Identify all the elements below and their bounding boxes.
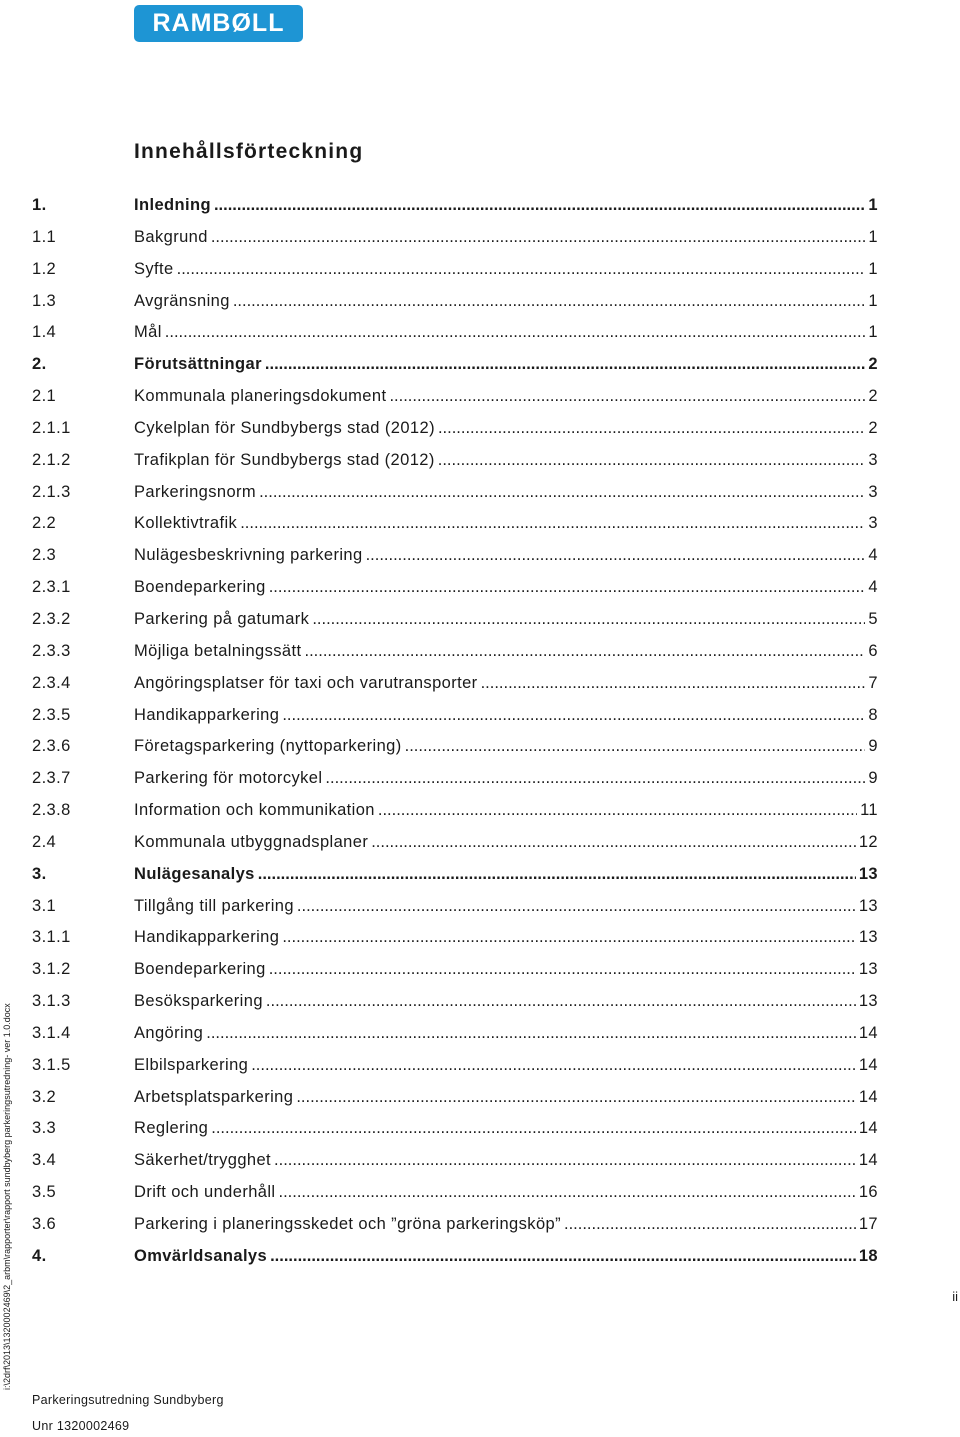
toc-entry[interactable] — [32, 323, 878, 355]
toc-entry-title: Trafikplan för Sundbybergs stad (2012) — [134, 450, 435, 469]
toc-entry-title: Förutsättningar — [134, 355, 262, 374]
toc-entry-title: Reglering — [134, 1119, 209, 1138]
toc-entry[interactable] — [32, 1215, 878, 1247]
footer-report-title: Parkeringsutredning Sundbyberg — [32, 1393, 224, 1407]
toc-entry-number: 3.5 — [32, 1183, 57, 1202]
toc-dot-leader — [211, 228, 866, 247]
logo-text: RAMBØLL — [152, 9, 285, 37]
toc-entry-number: 1.2 — [32, 259, 57, 278]
toc-entry[interactable] — [32, 483, 878, 515]
toc-entry[interactable] — [32, 546, 878, 578]
toc-entry-title: Tillgång till parkering — [134, 896, 294, 915]
toc-entry-title: Kollektivtrafik — [134, 514, 238, 533]
toc-entry[interactable] — [32, 992, 878, 1024]
footer-unr: Unr 1320002469 — [32, 1419, 130, 1433]
toc-entry[interactable] — [32, 260, 878, 292]
toc-dot-leader — [312, 610, 865, 629]
toc-entry-number: 3.1.1 — [32, 928, 71, 947]
toc-entry-title: Parkering på gatumark — [134, 609, 310, 628]
toc-dot-leader — [282, 706, 865, 725]
toc-entry[interactable] — [32, 769, 878, 801]
toc-entry[interactable] — [32, 674, 878, 706]
toc-entry-title: Omvärldsanalys — [134, 1246, 268, 1265]
toc-entry-number: 2.3.1 — [32, 578, 71, 597]
toc-entry[interactable] — [32, 292, 878, 324]
toc-entry[interactable] — [32, 1056, 878, 1088]
toc-dot-leader — [270, 1247, 856, 1266]
toc-entry[interactable] — [32, 419, 878, 451]
toc-entry-title: Handikapparkering — [134, 705, 280, 724]
toc-entry-page: 1 — [868, 227, 878, 246]
toc-entry-page: 17 — [858, 1215, 878, 1233]
toc-dot-leader — [258, 865, 856, 884]
toc-entry-page: 7 — [868, 673, 878, 692]
toc-entry[interactable] — [32, 610, 878, 642]
toc-entry-page: 13 — [858, 896, 878, 915]
toc-entry-number: 1. — [32, 196, 47, 214]
toc-dot-leader — [438, 451, 866, 470]
toc-dot-leader — [282, 928, 856, 947]
toc-entry-page: 1 — [868, 196, 878, 214]
toc-title: Innehållsförteckning — [134, 140, 364, 163]
toc-entry-page: 11 — [860, 801, 878, 820]
toc-entry-page: 1 — [868, 323, 878, 342]
toc-entry-number: 2.3.8 — [32, 801, 71, 820]
toc-entry-page: 8 — [868, 705, 878, 724]
toc-entry-number: 2.3.6 — [32, 737, 71, 756]
toc-entry-title: Elbilsparkering — [134, 1055, 249, 1074]
toc-entry-title: Möjliga betalningssätt — [134, 641, 302, 660]
toc-entry-title: Angöring — [134, 1023, 204, 1042]
toc-entry-number: 4. — [32, 1246, 47, 1265]
toc-entry[interactable] — [32, 1088, 878, 1120]
toc-dot-leader — [211, 1119, 856, 1138]
rambol-logo — [134, 5, 303, 42]
toc-dot-leader — [371, 833, 856, 852]
toc-dot-leader — [233, 292, 866, 311]
toc-entry-title: Parkeringsnorm — [134, 482, 257, 501]
toc-entry[interactable] — [32, 387, 878, 419]
toc-entry-title: Kommunala utbyggnadsplaner — [134, 832, 369, 851]
toc-entry-number: 1.3 — [32, 291, 57, 310]
toc-entry-page: 2 — [868, 355, 878, 374]
toc-entry[interactable] — [32, 228, 878, 260]
toc-dot-leader — [296, 1088, 856, 1107]
toc-entry-number: 1.1 — [32, 227, 57, 246]
toc-entry-page: 16 — [858, 1183, 878, 1202]
toc-dot-leader — [378, 801, 857, 820]
table-of-contents — [32, 196, 878, 1279]
toc-dot-leader — [304, 642, 865, 661]
toc-entry-page: 13 — [858, 960, 878, 979]
toc-entry-number: 3.1.5 — [32, 1055, 71, 1074]
toc-entry-title: Bakgrund — [134, 227, 208, 246]
toc-entry-number: 3.1.2 — [32, 960, 71, 979]
toc-entry[interactable] — [32, 578, 878, 610]
toc-entry-page: 3 — [868, 482, 878, 501]
toc-entry[interactable] — [32, 1183, 878, 1215]
toc-entry[interactable] — [32, 514, 878, 546]
toc-entry-number: 2.3.2 — [32, 609, 71, 628]
toc-entry[interactable] — [32, 928, 878, 960]
toc-entry-number: 2.2 — [32, 514, 57, 533]
toc-entry-number: 2.1 — [32, 387, 57, 406]
toc-entry-page: 13 — [858, 928, 878, 947]
toc-entry[interactable] — [32, 451, 878, 483]
toc-entry-title: Besöksparkering — [134, 992, 263, 1011]
page-number: ii — [952, 1289, 958, 1304]
toc-entry-number: 2.1.1 — [32, 418, 71, 437]
toc-entry[interactable] — [32, 737, 878, 769]
toc-entry-page: 2 — [868, 418, 878, 437]
toc-entry-number: 2.3.4 — [32, 673, 71, 692]
toc-entry-title: Arbetsplatsparkering — [134, 1087, 294, 1106]
toc-entry-title: Information och kommunikation — [134, 801, 375, 820]
toc-entry-number: 2.3.7 — [32, 769, 71, 788]
toc-entry[interactable] — [32, 801, 878, 833]
toc-entry-page: 4 — [868, 546, 878, 565]
toc-entry-title: Parkering för motorcykel — [134, 769, 323, 788]
toc-dot-leader — [177, 260, 866, 279]
toc-dot-leader — [405, 737, 866, 756]
toc-entry-title: Kommunala planeringsdokument — [134, 387, 387, 406]
toc-entry-title: Boendeparkering — [134, 960, 266, 979]
toc-entry-page: 14 — [858, 1055, 878, 1074]
toc-dot-leader — [274, 1151, 856, 1170]
toc-entry[interactable] — [32, 1119, 878, 1151]
toc-entry-number: 2.1.3 — [32, 482, 71, 501]
toc-entry-page: 5 — [868, 609, 878, 628]
toc-entry-title: Drift och underhåll — [134, 1183, 276, 1202]
toc-dot-leader — [206, 1024, 856, 1043]
toc-entry-page: 6 — [868, 641, 878, 660]
toc-dot-leader — [438, 419, 865, 438]
toc-entry-page: 9 — [868, 737, 878, 756]
toc-dot-leader — [266, 992, 856, 1011]
toc-entry-page: 3 — [868, 514, 878, 533]
toc-entry-page: 9 — [868, 769, 878, 788]
toc-dot-leader — [325, 769, 865, 788]
toc-entry-number: 3.1 — [32, 896, 57, 915]
toc-entry[interactable] — [32, 833, 878, 865]
toc-entry-page: 13 — [858, 864, 878, 883]
toc-entry-number: 3. — [32, 864, 47, 883]
toc-entry-number: 3.1.3 — [32, 992, 71, 1011]
toc-dot-leader — [240, 514, 865, 533]
toc-entry-title: Säkerhet/trygghet — [134, 1151, 272, 1170]
toc-entry-page: 4 — [868, 578, 878, 597]
toc-dot-leader — [269, 960, 856, 979]
toc-dot-leader — [481, 674, 866, 693]
toc-entry-number: 2.3.5 — [32, 705, 71, 724]
toc-entry-page: 13 — [858, 992, 878, 1011]
toc-entry-title: Cykelplan för Sundbybergs stad (2012) — [134, 418, 435, 437]
toc-entry-title: Inledning — [134, 196, 211, 214]
toc-dot-leader — [251, 1056, 856, 1075]
toc-entry-number: 2.4 — [32, 832, 57, 851]
toc-entry-page: 14 — [858, 1023, 878, 1042]
toc-entry[interactable] — [32, 355, 878, 387]
toc-entry-number: 3.4 — [32, 1151, 57, 1170]
toc-entry-title: Avgränsning — [134, 291, 230, 310]
file-path-sidebar: i:\2drf\2013\1320002469\2_arbm\rapporter\rapport sundbyberg parkeringsutredning- ver 1.0.docx — [2, 1003, 12, 1390]
toc-entry-title: Nulägesanalys — [134, 864, 255, 883]
toc-entry-number: 2.1.2 — [32, 450, 71, 469]
toc-entry-title: Mål — [134, 323, 162, 342]
toc-entry[interactable] — [32, 1247, 878, 1279]
toc-dot-leader — [269, 578, 866, 597]
toc-entry[interactable] — [32, 642, 878, 674]
toc-entry-page: 14 — [858, 1151, 878, 1170]
toc-dot-leader — [165, 323, 866, 342]
toc-entry-page: 1 — [868, 291, 878, 310]
toc-dot-leader — [297, 897, 856, 916]
toc-entry-title: Syfte — [134, 259, 174, 278]
toc-entry-page: 14 — [858, 1087, 878, 1106]
toc-entry-number: 3.6 — [32, 1215, 57, 1233]
toc-entry[interactable] — [32, 1024, 878, 1056]
toc-entry[interactable] — [32, 196, 878, 228]
toc-entry-number: 2. — [32, 355, 47, 374]
toc-entry-number: 3.3 — [32, 1119, 57, 1138]
toc-entry-title: Angöringsplatser för taxi och varutransporter — [134, 673, 478, 692]
toc-entry-title: Parkering i planeringsskedet och ”gröna parkeringsköp” — [134, 1215, 561, 1233]
toc-entry[interactable] — [32, 706, 878, 738]
toc-entry[interactable] — [32, 897, 878, 929]
toc-entry-page: 14 — [858, 1119, 878, 1138]
toc-entry-number: 1.4 — [32, 323, 57, 342]
toc-entry-number: 2.3.3 — [32, 641, 71, 660]
toc-dot-leader — [214, 196, 865, 215]
toc-entry-number: 3.2 — [32, 1087, 57, 1106]
toc-entry-page: 18 — [858, 1246, 878, 1265]
toc-entry-title: Handikapparkering — [134, 928, 280, 947]
toc-entry-title: Företagsparkering (nyttoparkering) — [134, 737, 402, 756]
toc-dot-leader — [279, 1183, 856, 1202]
toc-dot-leader — [366, 546, 866, 565]
toc-entry-page: 2 — [868, 387, 878, 406]
toc-entry[interactable] — [32, 865, 878, 897]
toc-entry-page: 12 — [858, 832, 878, 851]
toc-entry[interactable] — [32, 960, 878, 992]
toc-dot-leader — [259, 483, 865, 502]
toc-entry-number: 2.3 — [32, 546, 57, 565]
toc-entry-page: 1 — [868, 259, 878, 278]
toc-entry-title: Boendeparkering — [134, 578, 266, 597]
toc-entry-number: 3.1.4 — [32, 1023, 71, 1042]
toc-dot-leader — [389, 387, 865, 406]
toc-entry[interactable] — [32, 1151, 878, 1183]
toc-entry-title: Nulägesbeskrivning parkering — [134, 546, 363, 565]
toc-dot-leader — [265, 355, 866, 374]
toc-entry-page: 3 — [868, 450, 878, 469]
toc-dot-leader — [564, 1215, 856, 1234]
